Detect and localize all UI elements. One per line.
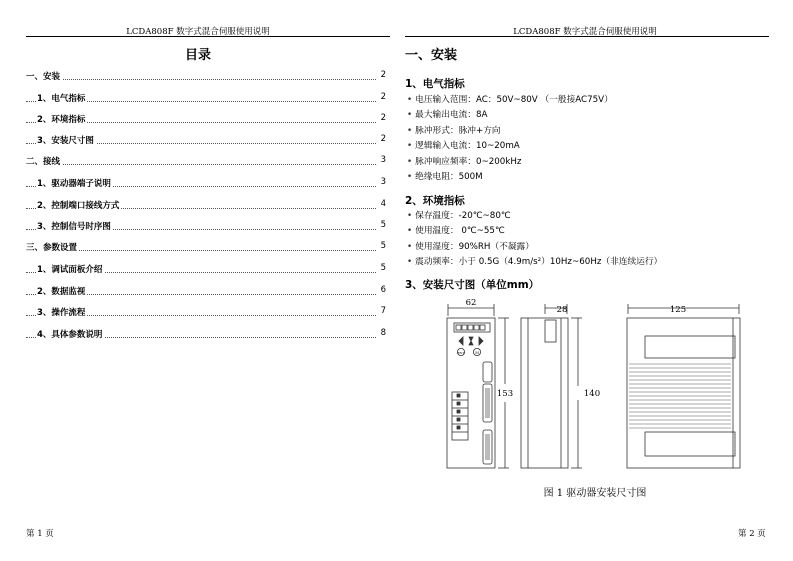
- toc-entry-label: 3、操作流程: [37, 308, 86, 318]
- left-page: [0, 0, 396, 561]
- spec-item-text: 逻辑输入电流：10~20mA: [415, 141, 520, 151]
- spec-item-text: 脉冲形式：脉冲+方向: [415, 126, 501, 136]
- spec-item-text: 脉冲响应频率：0~200kHz: [415, 157, 522, 167]
- toc-entry-label: 4、具体参数说明: [37, 330, 103, 340]
- spec-item: [407, 155, 521, 167]
- spec-item-text: 使用湿度：90%RH（不凝露）: [415, 242, 534, 252]
- spec-item-text: 保存温度：-20℃~80℃: [415, 211, 511, 221]
- toc-entry[interactable]: [26, 177, 386, 189]
- dimension-drawing: [397, 296, 793, 476]
- toc-entry[interactable]: [26, 70, 386, 82]
- page-header: LCDA808F 数字式混合伺服使用说明: [126, 27, 270, 37]
- figure-caption: 图 1 驱动器安装尺寸图: [543, 488, 647, 499]
- toc-entry-label: 1、驱动器端子说明: [37, 179, 111, 189]
- bullet-icon: •: [407, 157, 413, 167]
- spec-item: [407, 139, 520, 151]
- toc-entry-page: 5: [380, 241, 386, 251]
- toc-entry-label: 二、接线: [26, 157, 61, 167]
- spec-item: [407, 240, 534, 252]
- toc-entry-page: 3: [380, 155, 386, 165]
- section-title: 一、安装: [405, 48, 458, 63]
- bullet-icon: •: [407, 242, 413, 252]
- page-header: LCDA808F 数字式混合伺服使用说明: [513, 27, 657, 37]
- spec-item-text: 最大输出电流：8A: [415, 110, 488, 120]
- bullet-icon: •: [407, 226, 413, 236]
- toc-entry[interactable]: [26, 241, 386, 253]
- bullet-icon: •: [407, 95, 413, 105]
- spec-item-text: 绝缘电阻：500M: [415, 172, 483, 182]
- toc-entry[interactable]: [26, 328, 386, 340]
- toc-entry[interactable]: [26, 113, 386, 125]
- toc-entry-label: 3、控制信号时序图: [37, 222, 111, 232]
- toc-entry[interactable]: [26, 306, 386, 318]
- bullet-icon: •: [407, 172, 413, 182]
- spec-item: [407, 209, 511, 221]
- toc-entry-page: 3: [380, 177, 386, 187]
- toc-entry-label: 1、电气指标: [37, 94, 86, 104]
- toc-entry-label: 2、环境指标: [37, 115, 86, 125]
- toc-entry[interactable]: [26, 92, 386, 104]
- spec-item-text: 电压输入范围：AC：50V~80V （一般接AC75V）: [415, 95, 613, 105]
- toc-entry-page: 7: [380, 306, 386, 316]
- toc-leader: [26, 164, 376, 165]
- toc-entry-label: 2、数据监视: [37, 287, 86, 297]
- toc-entry[interactable]: [26, 134, 386, 146]
- heatsink-view: [627, 304, 740, 468]
- bullet-icon: •: [407, 141, 413, 151]
- bullet-icon: •: [407, 126, 413, 136]
- header-rule: [405, 36, 769, 37]
- toc-leader: [26, 79, 376, 80]
- page-footer: 第 1 页: [26, 529, 54, 539]
- spec-item-text: 震动频率：小于 0.5G（4.9m/s²）10Hz~60Hz（非连续运行）: [415, 257, 663, 267]
- panel-button-m: M: [475, 351, 479, 355]
- spec-item: [407, 93, 613, 105]
- toc-entry-label: 2、控制端口接线方式: [37, 201, 120, 211]
- toc-entry-label: 3、安装尺寸图: [37, 136, 94, 146]
- side-height-label: 140: [583, 389, 601, 399]
- spec-item: [407, 224, 505, 236]
- toc-entry-page: 4: [380, 199, 386, 209]
- bullet-icon: •: [407, 110, 413, 120]
- toc-entry[interactable]: [26, 155, 386, 167]
- toc-title: 目录: [184, 48, 211, 63]
- toc-entry-label: 1、调试面板介绍: [37, 265, 103, 275]
- toc-entry-page: 2: [380, 113, 386, 123]
- toc-entry-page: 5: [380, 263, 386, 273]
- toc-entry-page: 2: [380, 70, 386, 80]
- front-view: [447, 304, 509, 468]
- toc-entry-label: 一、安装: [26, 72, 61, 82]
- spec-item: [407, 108, 487, 120]
- environment-title: 2、环境指标: [405, 195, 465, 207]
- dimensions-title: 3、安装尺寸图（单位mm）: [405, 279, 540, 291]
- toc-entry[interactable]: [26, 220, 386, 232]
- front-height-label: 153: [496, 389, 514, 399]
- spec-item: [407, 170, 483, 182]
- toc-entry-page: 2: [380, 92, 386, 102]
- panel-button-ent: ENT: [457, 351, 465, 355]
- heatsink-fins: [629, 364, 731, 428]
- toc-entry[interactable]: [26, 199, 386, 211]
- spec-item-text: 使用温度： 0℃~55℃: [415, 226, 505, 236]
- bullet-icon: •: [407, 211, 413, 221]
- toc-entry-label: 三、参数设置: [26, 243, 78, 253]
- toc-entry-page: 5: [380, 220, 386, 230]
- bullet-icon: •: [407, 257, 413, 267]
- page-footer: 第 2 页: [738, 529, 766, 539]
- spec-item: [407, 255, 662, 267]
- side-depth-label: 28: [556, 305, 568, 315]
- toc-entry-page: 6: [380, 285, 386, 295]
- toc-entry[interactable]: [26, 263, 386, 275]
- toc-entry-page: 2: [380, 134, 386, 144]
- front-width-label: 62: [465, 298, 477, 308]
- spec-item: [407, 124, 501, 136]
- side-view: [521, 304, 582, 468]
- header-rule: [26, 36, 390, 37]
- toc-entry-page: 8: [380, 328, 386, 338]
- toc-entry[interactable]: [26, 285, 386, 297]
- electrical-title: 1、电气指标: [405, 78, 465, 90]
- right-page: [397, 0, 793, 561]
- back-depth-label: 125: [669, 305, 687, 315]
